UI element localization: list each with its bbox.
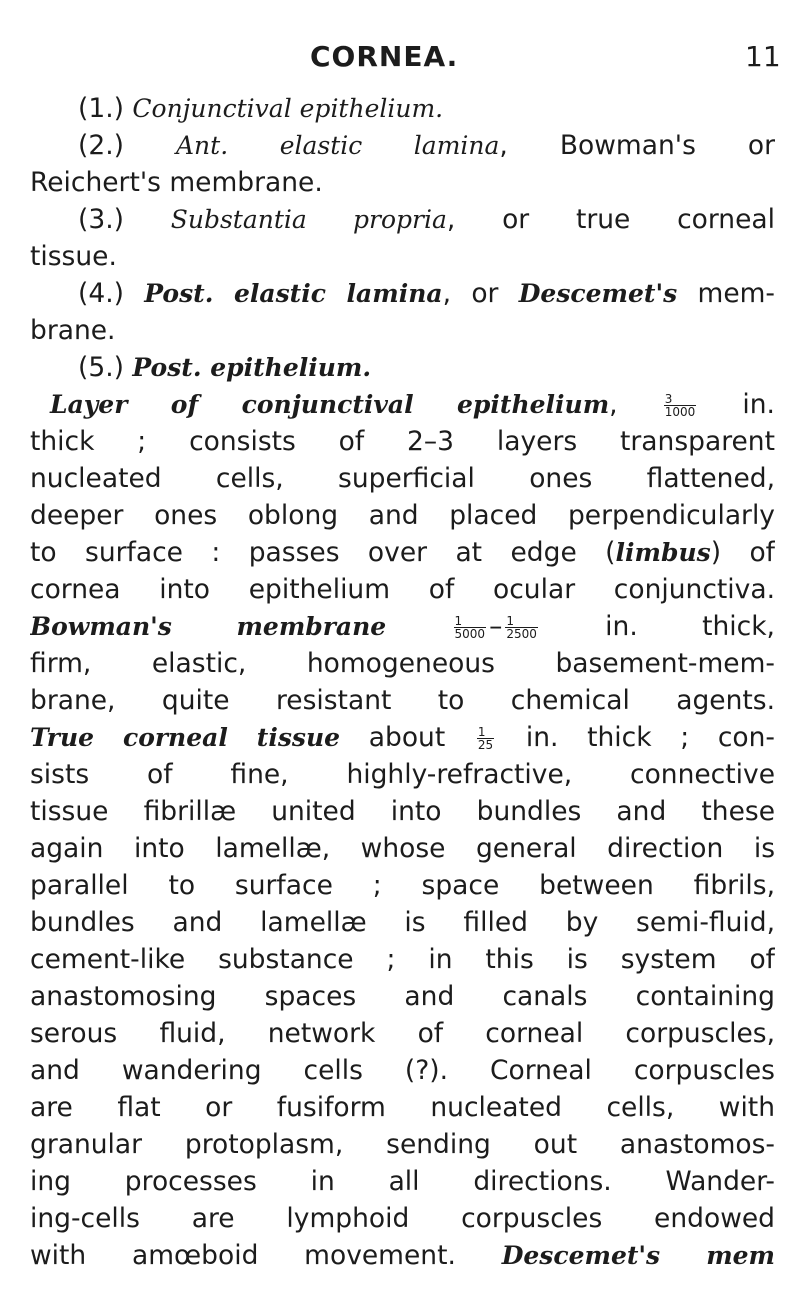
text-span: anastomosing spaces and canals containing	[30, 981, 775, 1012]
text-span: and wandering cells (?). Corneal corpuscles	[30, 1055, 775, 1086]
text-span: tissue.	[30, 241, 117, 272]
text-line	[30, 312, 775, 349]
text-span: cornea into epithelium of ocular conjunctiva.	[30, 574, 775, 605]
text-span: ,	[609, 389, 661, 420]
text-span: again into lamellæ, whose general direction is	[30, 833, 775, 864]
text-span: deeper ones oblong and placed perpendicularly	[30, 500, 775, 531]
italic-term: Substantia propria	[170, 205, 447, 234]
text-span: granular protoplasm, sending out anastomos-	[30, 1129, 775, 1160]
list-number: (2.)	[78, 130, 176, 161]
text-span: parallel to surface ; space between fibrils,	[30, 870, 775, 901]
text-line	[30, 571, 775, 608]
list-number: (4.)	[78, 278, 145, 309]
list-number: (3.)	[78, 204, 171, 235]
text-span: bundles and lamellæ is filled by semi-fluid,	[30, 907, 775, 938]
text-span: brane, quite resistant to chemical agents.	[30, 685, 775, 716]
fraction-denominator: 25	[477, 738, 494, 752]
list-number: (5.)	[78, 352, 133, 383]
text-span: , Bowman's or	[499, 130, 775, 161]
text-line	[30, 1163, 775, 1200]
running-title: CORNEA.	[310, 40, 459, 73]
text-span: nucleated cells, superficial ones flattened,	[30, 463, 775, 494]
text-line	[30, 904, 775, 941]
text-line	[30, 164, 775, 201]
text-line	[30, 941, 775, 978]
text-line	[30, 867, 775, 904]
text-span: brane.	[30, 315, 116, 346]
text-span: firm, elastic, homogeneous basement-mem-	[30, 648, 775, 679]
text-line	[30, 275, 775, 312]
italic-term: limbus	[615, 538, 711, 567]
text-line	[30, 608, 775, 645]
text-span: about	[340, 722, 474, 753]
text-span: are flat or fusiform nucleated cells, with	[30, 1092, 775, 1123]
running-head	[0, 40, 800, 80]
text-line	[30, 127, 775, 164]
text-line	[30, 201, 775, 238]
text-line	[30, 682, 775, 719]
text-span: with amœboid movement.	[30, 1240, 502, 1271]
text-span: , or	[442, 278, 519, 309]
fraction-numerator: 3	[664, 393, 697, 406]
text-line	[30, 497, 775, 534]
text-line	[30, 1237, 775, 1274]
italic-term: Bowman's membrane	[30, 612, 387, 641]
fraction-denominator: 2500	[506, 627, 537, 641]
fraction-denominator: 5000	[454, 627, 486, 641]
text-line	[30, 1089, 775, 1126]
text-span: sists of fine, highly-refractive, connective	[30, 759, 775, 790]
text-line	[30, 534, 775, 571]
fraction-denominator: 1000	[664, 405, 696, 419]
text-span: ing-cells are lymphoid corpuscles endowed	[30, 1203, 775, 1234]
text-span: in. thick ; con-	[497, 722, 775, 753]
text-line	[30, 238, 775, 275]
fraction-numerator: 1	[454, 615, 487, 628]
text-line	[30, 423, 775, 460]
text-span: cement-like substance ; in this is system of	[30, 944, 775, 975]
body-text	[30, 90, 775, 1274]
list-number: (1.)	[78, 93, 133, 124]
text-line	[30, 1126, 775, 1163]
text-span: ) of	[710, 537, 775, 568]
text-span: serous fluid, network of corneal corpuscles,	[30, 1018, 775, 1049]
text-span: tissue fibrillæ united into bundles and these	[30, 796, 775, 827]
fraction	[505, 615, 538, 640]
italic-term: Descemet's mem	[501, 1241, 775, 1270]
italic-term: True corneal tissue	[30, 723, 341, 752]
text-line	[30, 756, 775, 793]
fraction	[454, 615, 487, 640]
text-span: to surface : passes over at edge (	[30, 537, 616, 568]
text-line	[30, 645, 775, 682]
text-line	[30, 90, 775, 127]
text-line	[30, 830, 775, 867]
italic-term: Descemet's	[518, 279, 678, 308]
fraction-numerator: 1	[505, 615, 538, 628]
text-line	[30, 386, 775, 423]
text-line	[30, 460, 775, 497]
text-line	[30, 1015, 775, 1052]
text-span: thick ; consists of 2–3 layers transparent	[30, 426, 775, 457]
italic-term: Layer of conjunctival epithelium	[50, 390, 610, 419]
text-span: mem-	[677, 278, 775, 309]
italic-term: Post. elastic lamina	[144, 279, 443, 308]
text-span: ing processes in all directions. Wander-	[30, 1166, 775, 1197]
text-span: –	[489, 611, 503, 642]
text-line	[30, 719, 775, 756]
text-line	[30, 349, 775, 386]
italic-term: Ant. elastic lamina	[176, 131, 500, 160]
fraction	[664, 393, 697, 418]
fraction-numerator: 1	[477, 726, 494, 739]
text-line	[30, 793, 775, 830]
fraction	[477, 726, 494, 751]
page-number: 11	[745, 40, 781, 73]
text-line	[30, 978, 775, 1015]
text-span: , or true corneal	[446, 204, 775, 235]
italic-term: Conjunctival epithelium.	[132, 94, 444, 123]
text-span: in.	[699, 389, 775, 420]
text-span: Reichert's membrane.	[30, 167, 323, 198]
text-line	[30, 1052, 775, 1089]
text-span: in. thick,	[540, 611, 775, 642]
italic-term: Post. epithelium.	[132, 353, 372, 382]
text-line	[30, 1200, 775, 1237]
